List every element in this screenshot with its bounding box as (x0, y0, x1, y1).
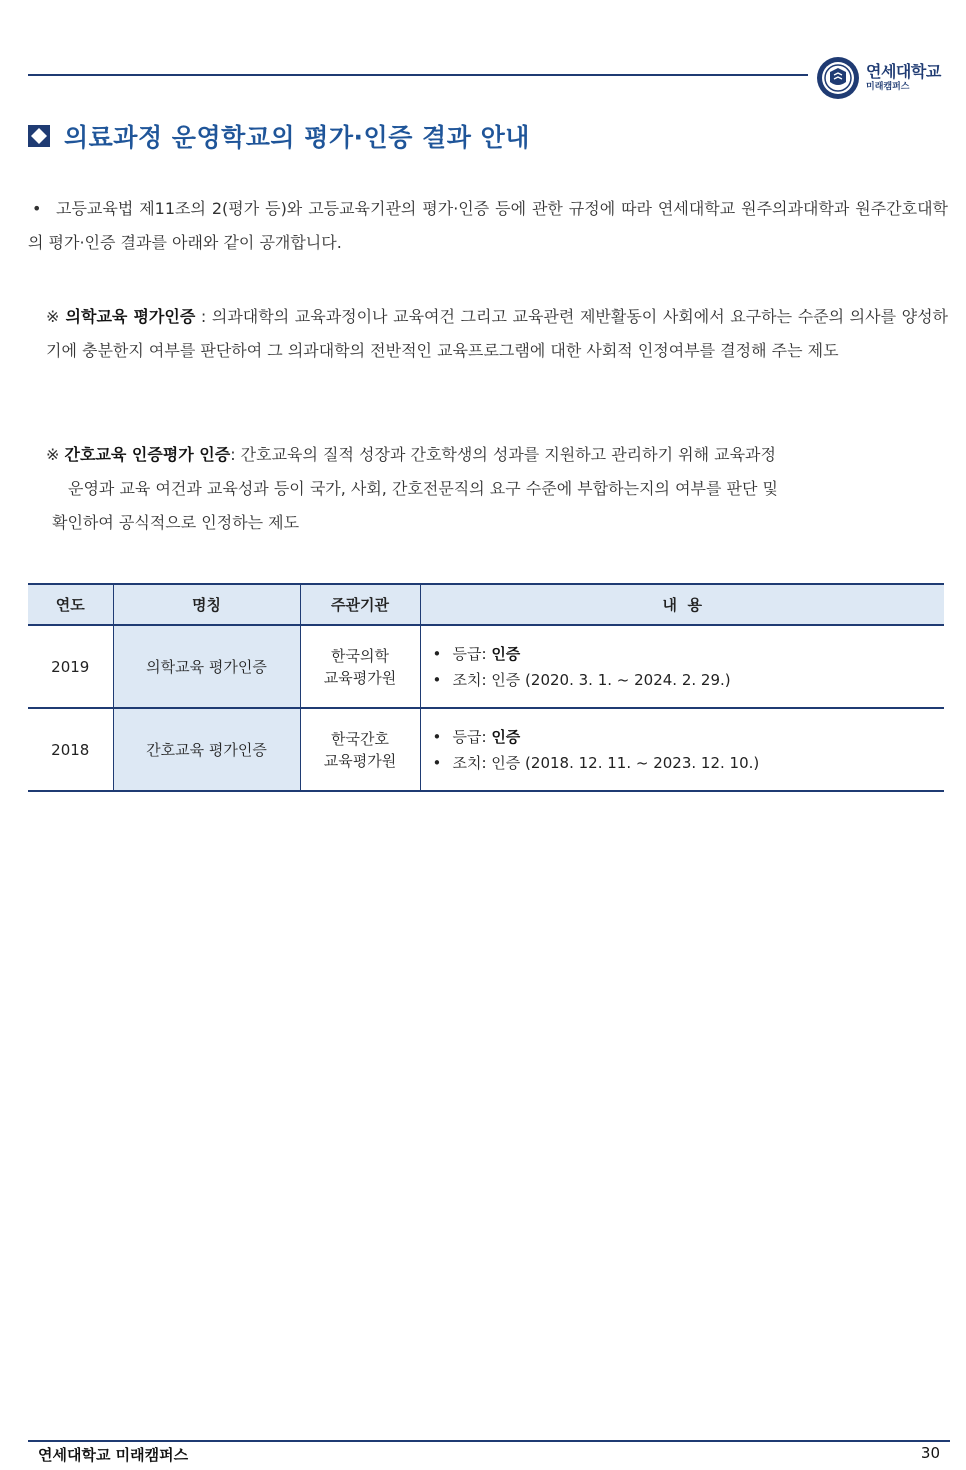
header-rule (28, 74, 808, 76)
cell-name: 간호교육 평가인증 (113, 708, 300, 791)
note-mark: ※ (46, 307, 60, 326)
grade-item: • 등급: 인증 (432, 727, 521, 746)
org-line1: 한국의학 (331, 646, 389, 665)
note-medical (46, 300, 948, 368)
university-logo (816, 54, 956, 102)
note-term: 의학교육 평가인증 (65, 307, 196, 326)
intro-paragraph (28, 192, 948, 260)
logo-main-text: 연세대학교 (866, 62, 941, 82)
cell-name: 의학교육 평가인증 (113, 625, 300, 708)
grade-item: • 등급: 인증 (432, 644, 521, 663)
university-seal-icon (816, 56, 860, 100)
bullet-mark: • (32, 199, 42, 218)
note-nursing (46, 438, 948, 540)
org-line2: 교육평가원 (323, 751, 397, 770)
column-header-org: 주관기관 (300, 584, 420, 625)
grade-value: 인증 (491, 727, 521, 746)
cell-content (420, 708, 944, 791)
note-text-line1: : 간호교육의 질적 성장과 간호학생의 성과를 지원하고 관리하기 위해 교육과정 (230, 445, 776, 464)
diamond-box-icon (28, 125, 50, 147)
grade-value: 인증 (491, 644, 521, 663)
note-text: : 의과대학의 교육과정이나 교육여건 그리고 교육관련 제반활동이 사회에서 요구하는 수준의 의사를 양성하기에 충분한지 여부를 판단하여 그 의과대학의 전반적인 교육프로그램에 대한 사회적 인정여부를 결정해 주는 제도 (46, 307, 949, 360)
org-line2: 교육평가원 (323, 668, 397, 687)
intro-text: 고등교육법 제11조의 2(평가 등)와 고등교육기관의 평가·인증 등에 관한 규정에 따라 연세대학교 원주의과대학과 원주간호대학의 평가·인증 결과를 아래와 같이 공개합니다. (28, 199, 948, 252)
page-number: 30 (920, 1444, 940, 1462)
cell-org (300, 708, 420, 791)
note-term: 간호교육 인증평가 인증 (64, 445, 231, 464)
section-title (28, 118, 530, 154)
table-row (28, 708, 944, 791)
cell-org (300, 625, 420, 708)
note-mark: ※ (46, 445, 60, 464)
column-header-year: 연도 (28, 584, 113, 625)
accreditation-table (28, 583, 944, 792)
column-header-content: 내 용 (420, 584, 944, 625)
action-text: 조치: 인증 (2018. 12. 11. ~ 2023. 12. 10.) (452, 753, 760, 772)
action-text: 조치: 인증 (2020. 3. 1. ~ 2024. 2. 29.) (452, 670, 731, 689)
table-header-row (28, 584, 944, 625)
footer-university: 연세대학교 미래캠퍼스 (38, 1446, 189, 1464)
column-header-name: 명칭 (113, 584, 300, 625)
grade-label: 등급: (452, 727, 492, 746)
note-text-line3: 확인하여 공식적으로 인정하는 제도 (52, 513, 300, 532)
action-item: • 조치: 인증 (2020. 3. 1. ~ 2024. 2. 29.) (432, 670, 731, 689)
footer-rule (28, 1440, 950, 1442)
table-row (28, 625, 944, 708)
action-item: • 조치: 인증 (2018. 12. 11. ~ 2023. 12. 10.) (432, 753, 760, 772)
page-title: 의료과정 운영학교의 평가·인증 결과 안내 (64, 123, 530, 152)
grade-label: 등급: (452, 644, 492, 663)
note-text-line2: 운영과 교육 여건과 교육성과 등이 국가, 사회, 간호전문직의 요구 수준에 부합하는지의 여부를 판단 및 (68, 479, 778, 498)
org-line1: 한국간호 (331, 729, 389, 748)
cell-content (420, 625, 944, 708)
cell-year: 2019 (28, 625, 113, 708)
logo-sub-text: 미래캠퍼스 (866, 81, 910, 92)
cell-year: 2018 (28, 708, 113, 791)
